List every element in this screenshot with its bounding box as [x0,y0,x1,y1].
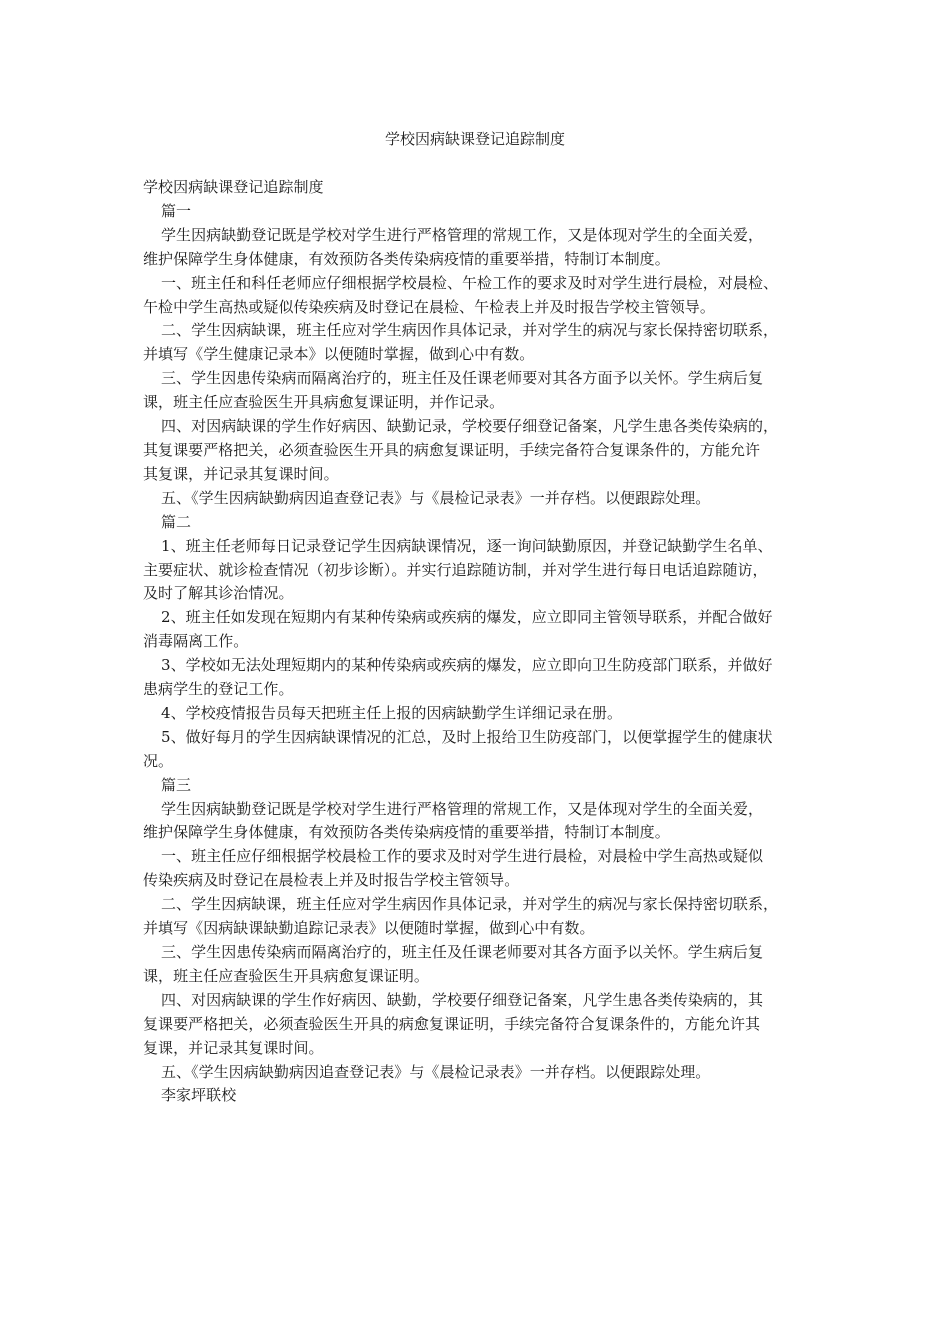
text-line: 一、班主任应仔细根据学校晨检工作的要求及时对学生进行晨检，对晨检中学生高热或疑似 [161,847,764,866]
text-line: 复课要严格把关，必须查验医生开具的病愈复课证明，手续完备符合复课条件的，方能允许其 [143,1014,761,1033]
text-line: 其复课要严格把关，必须查验医生开具的病愈复课证明，手续完备符合复课条件的，方能允许 [143,440,761,459]
document-body [143,176,809,1108]
text-line: 课，班主任应查验医生开具病愈复课证明，并作记录。 [143,393,505,412]
text-line: 四、对因病缺课的学生作好病因、缺勤记录，学校要仔细登记备案，凡学生患各类传染病的， [161,417,779,436]
text-line: 消毒隔离工作。 [143,632,249,651]
text-line: 并填写《学生健康记录本》以便随时掌握，做到心中有数。 [143,345,535,364]
text-line: 复课，并记录其复课时间。 [143,1038,324,1057]
text-line: 三、学生因患传染病而隔离治疗的，班主任及任课老师要对其各方面予以关怀。学生病后复 [161,369,764,388]
text-line: 2、班主任如发现在短期内有某种传染病或疾病的爆发，应立即同主管领导联系，并配合做好 [161,608,773,627]
text-line: 二、学生因病缺课，班主任应对学生病因作具体记录，并对学生的病况与家长保持密切联系， [161,895,779,914]
text-line: 五、《学生因病缺勤病因追查登记表》与《晨检记录表》一并存档。以便跟踪处理。 [161,488,711,507]
text-line: 课，班主任应查验医生开具病愈复课证明。 [143,966,429,985]
text-line: 五、《学生因病缺勤病因追查登记表》与《晨检记录表》一并存档。以便跟踪处理。 [161,1062,711,1081]
text-line: 篇一 [161,201,192,220]
text-line: 篇二 [161,512,192,531]
text-line: 学生因病缺勤登记既是学校对学生进行严格管理的常规工作，又是体现对学生的全面关爱， [161,799,764,818]
text-line: 1、班主任老师每日记录登记学生因病缺课情况，逐一询问缺勤原因，并登记缺勤学生名单、 [161,536,773,555]
page-title: 学校因病缺课登记追踪制度 [384,130,565,148]
text-line: 主要症状、就诊检查情况（初步诊断）。并实行追踪随访制，并对学生进行每日电话追踪随访， [143,560,768,579]
text-line: 维护保障学生身体健康，有效预防各类传染病疫情的重要举措，特制订本制度。 [143,249,670,268]
text-line: 并填写《因病缺课缺勤追踪记录表》以便随时掌握，做到心中有数。 [143,919,595,938]
text-line: 5、做好每月的学生因病缺课情况的汇总，及时上报给卫生防疫部门，以便掌握学生的健康状 [161,727,773,746]
text-line: 午检中学生高热或疑似传染疾病及时登记在晨检、午检表上并及时报告学校主管领导。 [143,297,715,316]
text-line: 传染疾病及时登记在晨检表上并及时报告学校主管领导。 [143,871,520,890]
text-line: 四、对因病缺课的学生作好病因、缺勤，学校要仔细登记备案，凡学生患各类传染病的，其 [161,990,764,1009]
text-line: 况。 [143,751,174,770]
text-line: 4、学校疫情报告员每天把班主任上报的因病缺勤学生详细记录在册。 [161,703,623,722]
text-line: 三、学生因患传染病而隔离治疗的，班主任及任课老师要对其各方面予以关怀。学生病后复 [161,943,764,961]
text-line: 维护保障学生身体健康，有效预防各类传染病疫情的重要举措，特制订本制度。 [143,823,670,842]
text-line: 学校因病缺课登记追踪制度 [143,178,324,196]
text-line: 3、学校如无法处理短期内的某种传染病或疾病的爆发，应立即向卫生防疫部门联系，并做好 [161,656,773,675]
text-line: 李家坪联校 [161,1086,237,1105]
text-line: 二、学生因病缺课，班主任应对学生病因作具体记录，并对学生的病况与家长保持密切联系， [161,321,779,340]
text-line: 及时了解其诊治情况。 [143,584,294,603]
text-line: 其复课，并记录其复课时间。 [143,464,339,483]
text-line: 患病学生的登记工作。 [143,680,294,699]
text-line: 学生因病缺勤登记既是学校对学生进行严格管理的常规工作，又是体现对学生的全面关爱， [161,225,764,244]
text-line: 篇三 [161,775,192,794]
text-line: 一、班主任和科任老师应仔细根据学校晨检、午检工作的要求及时对学生进行晨检，对晨检、 [161,273,779,292]
